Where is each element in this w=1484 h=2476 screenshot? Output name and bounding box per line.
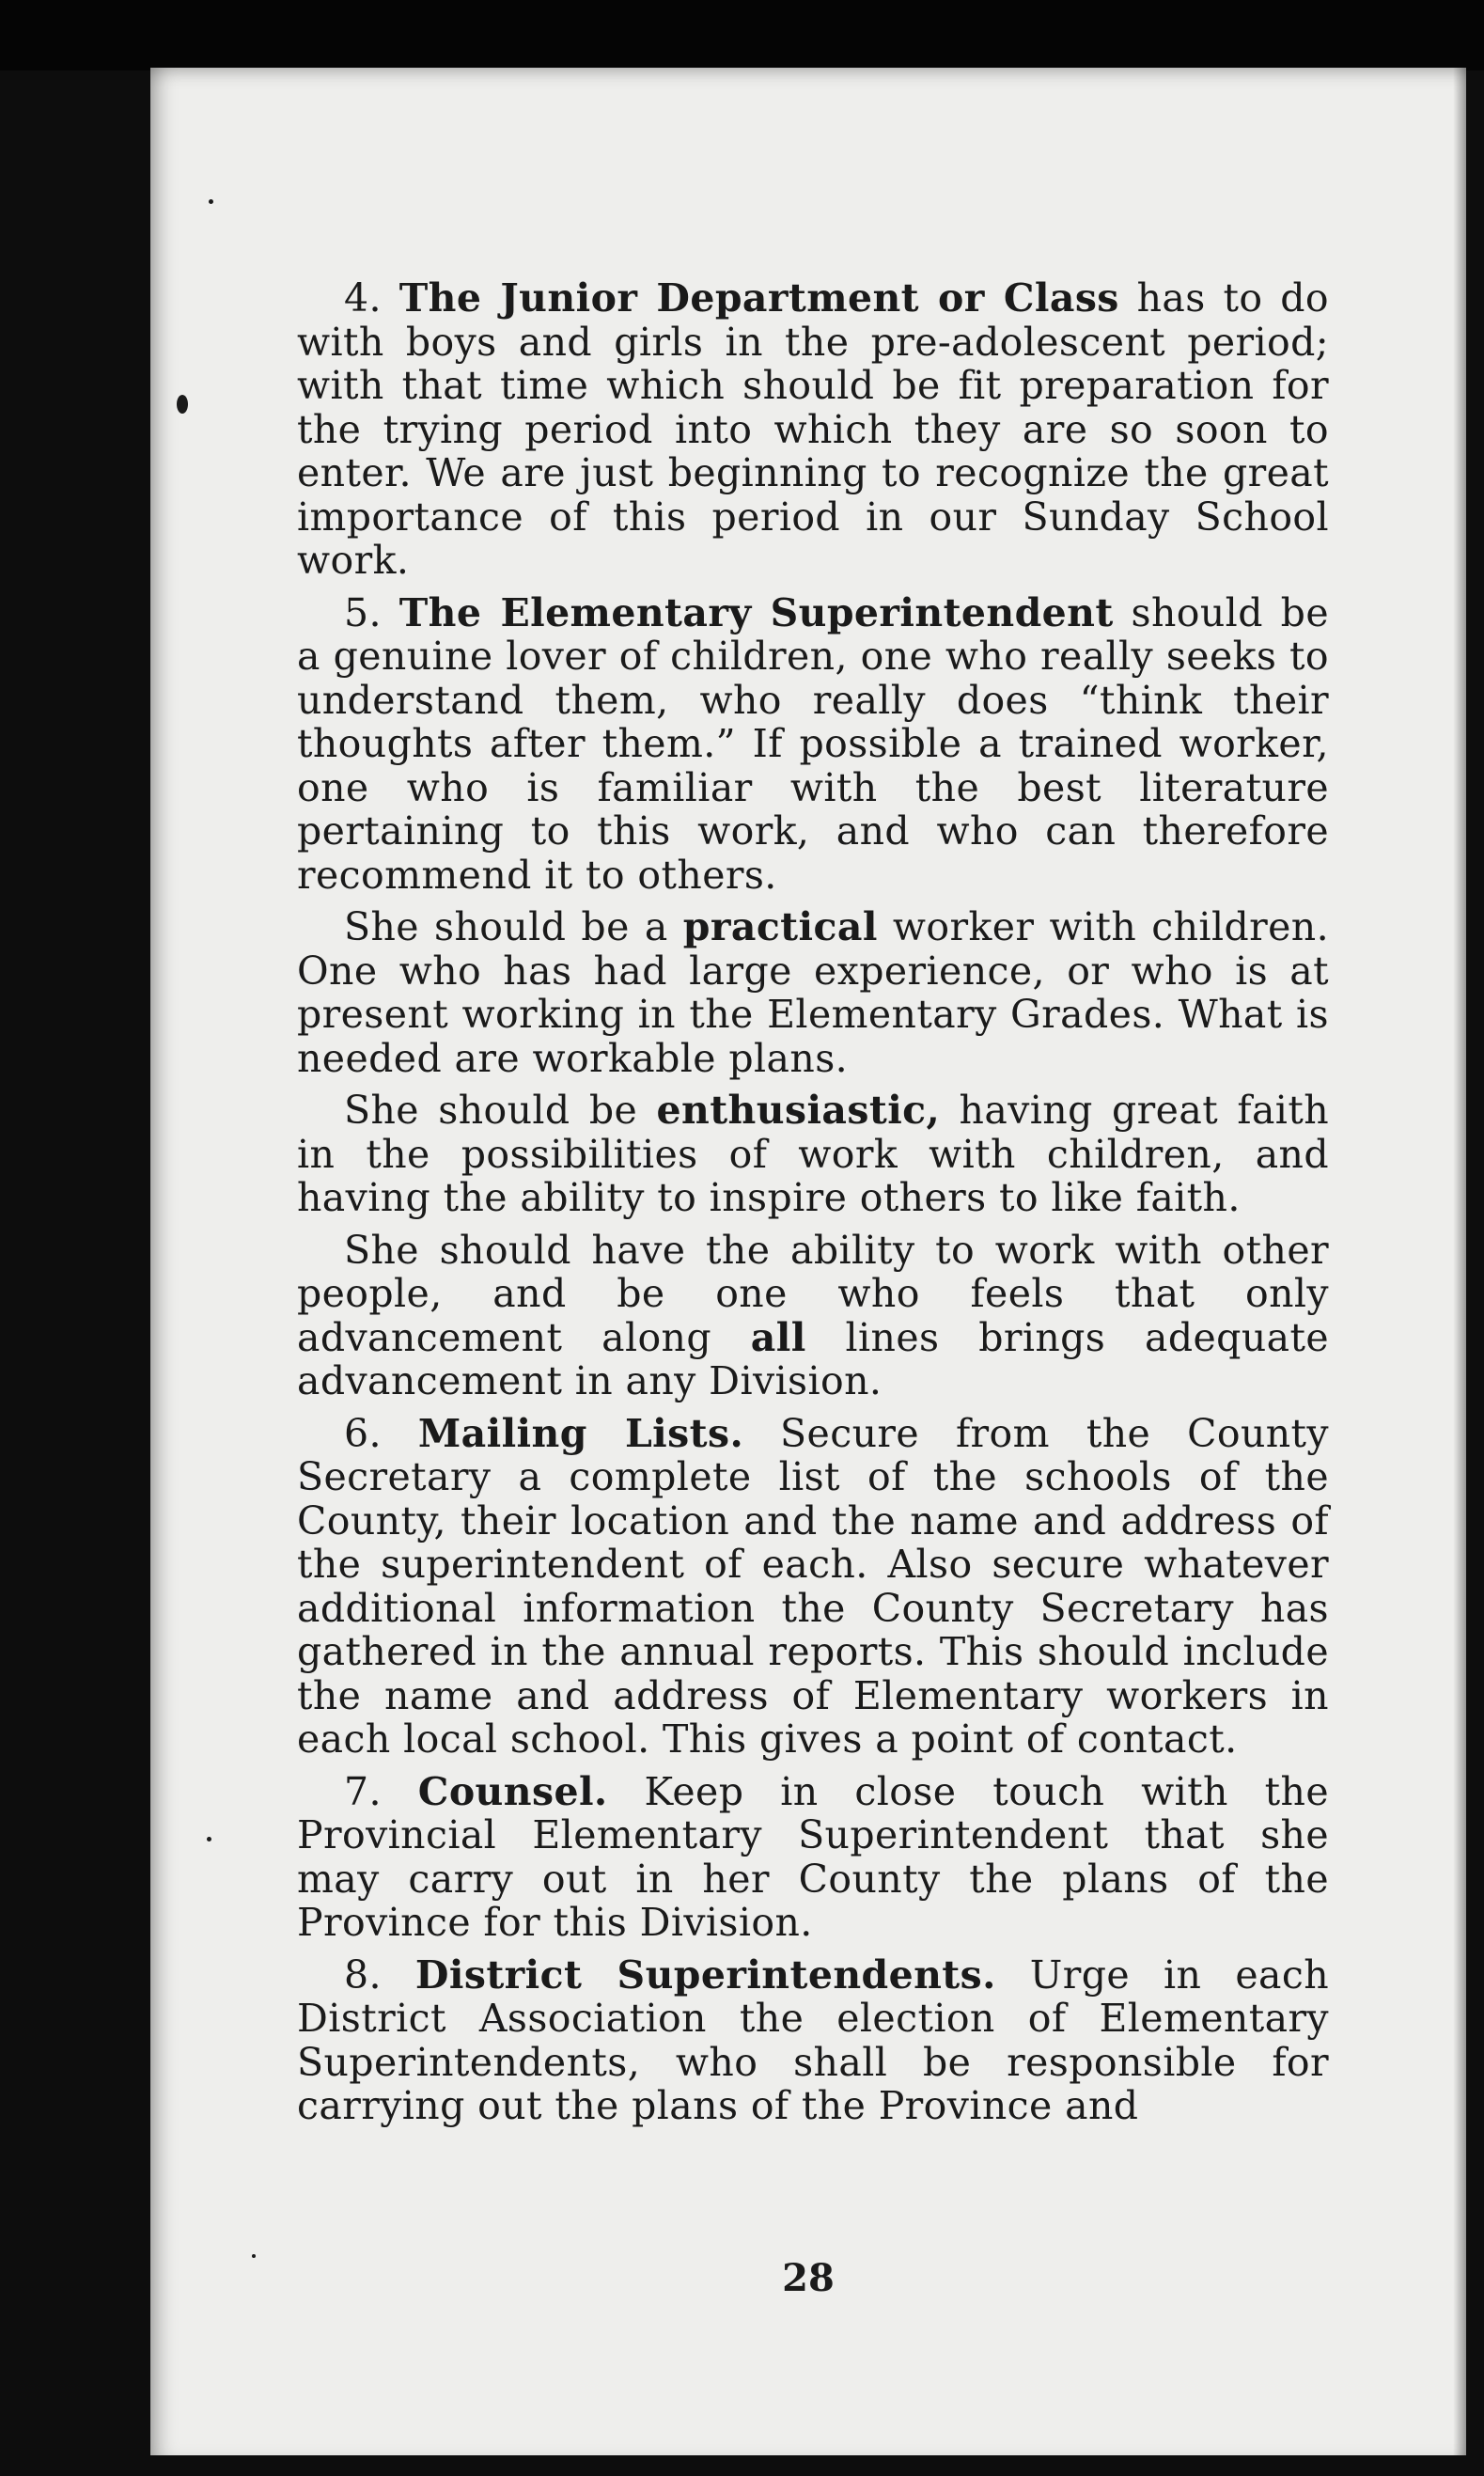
- body-text: [297, 276, 1329, 2137]
- section-number: 7.: [344, 1768, 382, 1814]
- paragraph-text: has to do with boys and girls in the pre-adolescent period; with that time which should be fit preparation for the trying period into which they are so soon to enter. We are just beginning to recognize the great importance of this period in our Sunday School work.: [297, 275, 1329, 583]
- emphasis-word: enthusiastic,: [656, 1088, 941, 1133]
- paragraph-text: should be a genuine lover of children, one who really seeks to understand them, who really does “think their thoughts after them.” If possible a trained worker, one who is familiar with the best literature pertaining to this work, and who can therefore recommend it to others.: [297, 589, 1329, 898]
- paragraph-text: having great faith in the possibilities of work with children, and having the ability to inspire others to like faith.: [297, 1088, 1329, 1220]
- paragraph-text: She should be a: [344, 904, 683, 949]
- paragraph-enthusiastic: [297, 1089, 1329, 1220]
- paragraph-text: Secure from the County Secretary a complete list of the schools of the County, their location and the name and address of the superintendent of each. Also secure whatever additional information the County Secretary has gathered in the annual reports. This should include the name and address of Elementary workers in each local school. This gives a point of contact.: [297, 1410, 1329, 1762]
- emphasis-word: all: [750, 1314, 806, 1360]
- page-number: 28: [782, 2256, 835, 2300]
- paragraph-work-with-others: [297, 1229, 1329, 1403]
- paragraph-text: She should be: [344, 1088, 657, 1133]
- paragraph-text: Urge in each District Association the election of Elementary Superintendents, who shall be responsible for carrying out the plans of the Province and: [297, 1951, 1329, 2128]
- paragraph-practical: [297, 905, 1329, 1080]
- section-heading: District Superintendents.: [414, 1951, 996, 1998]
- emphasis-word: practical: [682, 904, 878, 949]
- page-edge-shadow: [1453, 68, 1466, 2455]
- ink-speck: [177, 395, 188, 414]
- book-page: [150, 68, 1466, 2455]
- paragraph-district-superintendents: [297, 1953, 1329, 2128]
- paragraph-text: Keep in close touch with the Provincial Elementary Superintendent that she may carry out in her County the plans of the Province for this Division.: [297, 1768, 1329, 1945]
- scan-border: [0, 0, 1484, 71]
- paragraph-text: She should have the ability to work with other people, and be one who feels that only advancement along: [297, 1227, 1329, 1360]
- paragraph-elementary-superintendent: [297, 591, 1329, 898]
- paragraph-text: worker with children. One who has had large experience, or who is at present working in the Elementary Grades. What is needed are workable plans.: [297, 904, 1329, 1081]
- section-number: 5.: [344, 589, 382, 635]
- section-number: 6.: [344, 1410, 382, 1456]
- paragraph-text: lines brings adequate advancement in any Division.: [297, 1314, 1330, 1403]
- section-number: 8.: [344, 1951, 382, 1998]
- paragraph-counsel: [297, 1770, 1329, 1945]
- section-heading: The Elementary Superintendent: [398, 589, 1114, 635]
- paragraph-junior-department: [297, 276, 1329, 583]
- section-number: 4.: [344, 275, 382, 321]
- section-heading: Counsel.: [417, 1768, 608, 1814]
- ink-speck: [209, 199, 213, 204]
- section-heading: Mailing Lists.: [417, 1410, 744, 1456]
- ink-speck: [207, 1837, 211, 1841]
- paragraph-mailing-lists: [297, 1412, 1329, 1762]
- section-heading: The Junior Department or Class: [398, 275, 1119, 321]
